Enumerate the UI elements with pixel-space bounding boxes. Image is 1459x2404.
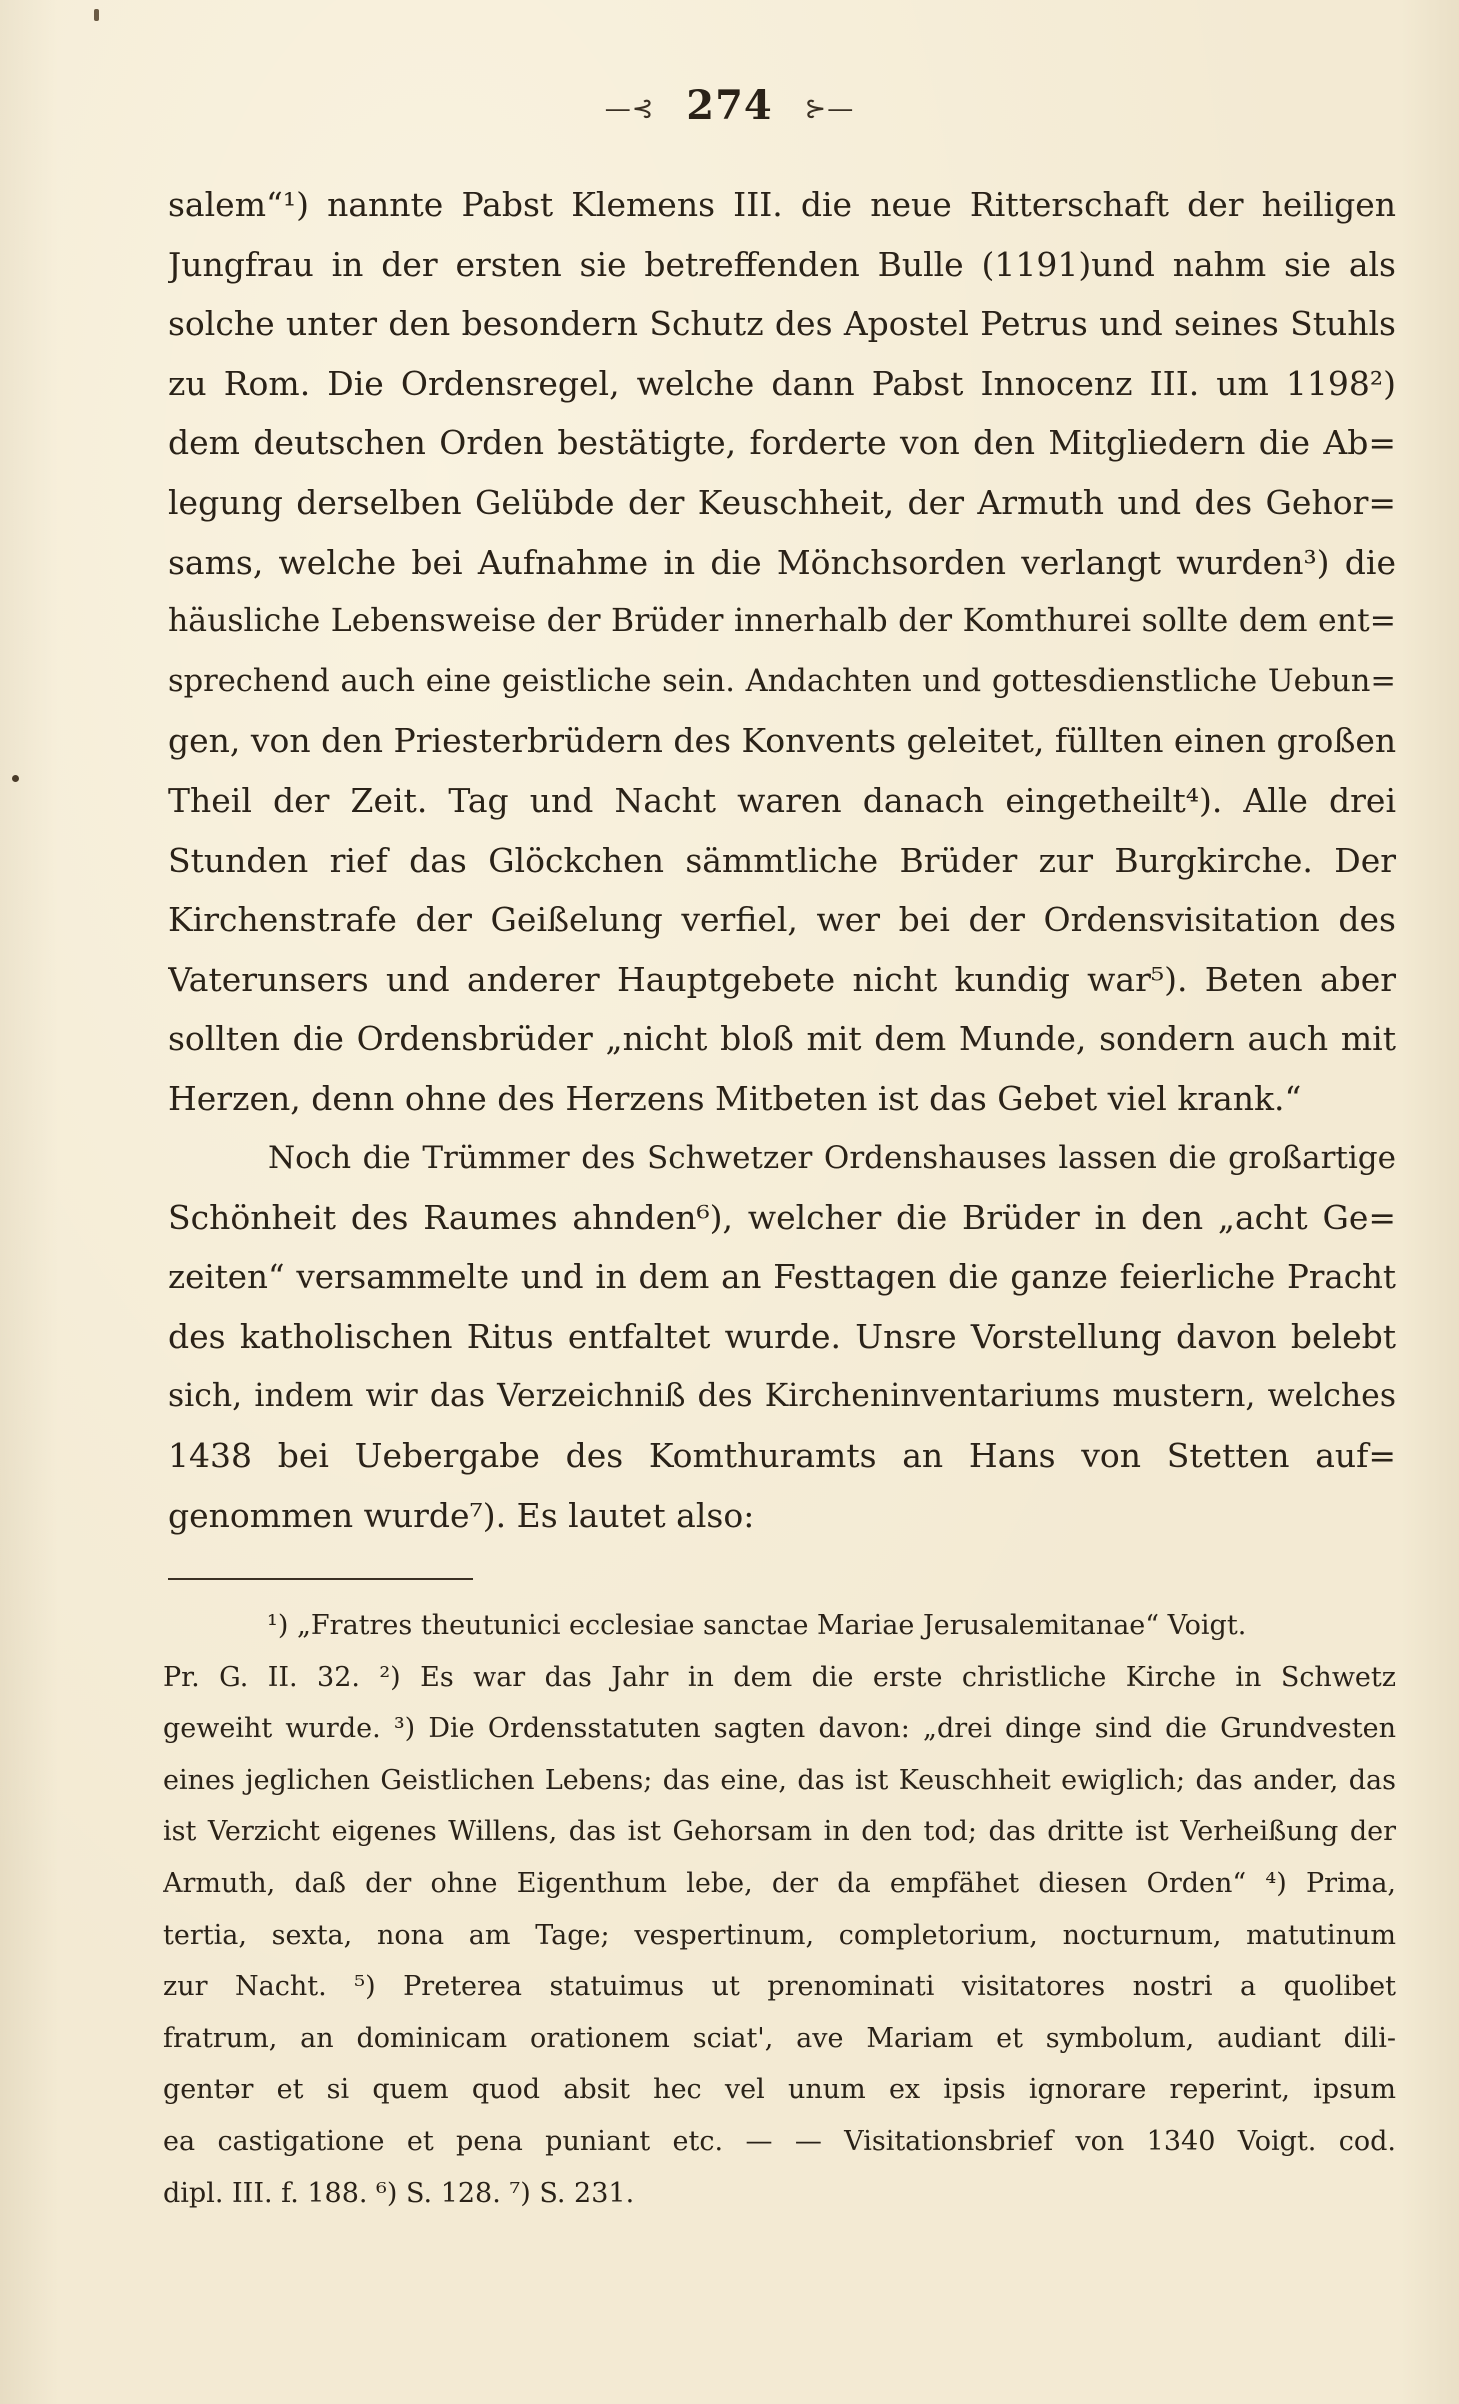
footnote-separator — [168, 1578, 473, 1580]
text-line: 1438 bei Uebergabe des Komthuramts an Hans von Stetten auf= — [168, 1436, 1396, 1476]
footnotes — [163, 1600, 1396, 2219]
text-line: gen, von den Priesterbrüdern des Konvents geleitet, füllten einen großen — [168, 721, 1396, 761]
page-header — [0, 82, 1459, 129]
paragraph-start-line: Noch die Trümmer des Schwetzer Ordenshauses lassen die großartige — [268, 1139, 1396, 1176]
text-line: häusliche Lebensweise der Brüder innerhalb der Komthurei sollte dem ent= — [168, 603, 1396, 640]
right-ornament: ⊱— — [804, 94, 855, 124]
text-line: sollten die Ordensbrüder „nicht bloß mit dem Munde, sondern auch mit — [168, 1019, 1396, 1059]
ink-speck — [12, 775, 19, 782]
text-line: legung derselben Gelübde der Keuschheit, der Armuth und des Gehor= — [168, 482, 1396, 522]
footnote-line: fratrum, an dominicam orationem sciat', ave Mariam et symbolum, audiant dili- — [163, 2022, 1396, 2054]
text-line: zu Rom. Die Ordensregel, welche dann Pabst Innocenz III. um 1198²) — [168, 363, 1396, 403]
text-line: dem deutschen Orden bestätigte, forderte von den Mitgliedern die Ab= — [168, 423, 1396, 463]
text-line: Theil der Zeit. Tag und Nacht waren danach eingetheilt⁴). Alle drei — [168, 780, 1396, 820]
text-line: sich, indem wir das Verzeichniß des Kircheninventariums mustern, welches — [168, 1377, 1396, 1414]
ink-speck — [94, 9, 99, 21]
footnote-line: ea castigatione et pena puniant etc. — — Visitationsbrief von 1340 Voigt. cod. — [163, 2125, 1396, 2157]
text-line: Stunden rief das Glöckchen sämmtliche Brüder zur Burgkirche. Der — [168, 840, 1396, 880]
footnote-line: tertia, sexta, nona am Tage; vespertinum, completorium, nocturnum, matutinum — [163, 1919, 1396, 1951]
text-line: des katholischen Ritus entfaltet wurde. Unsre Vorstellung davon belebt — [168, 1317, 1396, 1357]
left-ornament: —⊰ — [604, 94, 655, 124]
footnote-line: Pr. G. II. 32. ²) Es war das Jahr in dem die erste christliche Kirche in Schwetz — [163, 1661, 1396, 1693]
main-text — [168, 175, 1396, 1546]
text-line: sams, welche bei Aufnahme in die Mönchsorden verlangt wurden³) die — [168, 542, 1396, 582]
text-line: genommen wurde⁷). Es lautet also: — [168, 1496, 755, 1536]
footnote-line: dipl. III. f. 188. ⁶) S. 128. ⁷) S. 231. — [163, 2177, 635, 2209]
footnote-line: eines jeglichen Geistlichen Lebens; das eine, das ist Keuschheit ewiglich; das ander, das — [163, 1764, 1396, 1796]
text-line: Kirchenstrafe der Geißelung verfiel, wer bei der Ordensvisitation des — [168, 900, 1396, 940]
text-line: Schönheit des Raumes ahnden⁶), welcher die Brüder in den „acht Ge= — [168, 1198, 1396, 1238]
footnote-line: gentər et si quem quod absit hec vel unum ex ipsis ignorare reperint, ipsum — [163, 2074, 1396, 2106]
footnote-line: ist Verzicht eigenes Willens, das ist Gehorsam in den tod; das dritte ist Verheißung der — [163, 1816, 1396, 1848]
footnote-line: Armuth, daß der ohne Eigenthum lebe, der da empfähet diesen Orden“ ⁴) Prima, — [163, 1867, 1396, 1899]
page-number: 274 — [686, 82, 773, 129]
footnote-line: geweiht wurde. ³) Die Ordensstatuten sagten davon: „drei dinge sind die Grundvesten — [163, 1713, 1396, 1745]
footnote-line: ¹) „Fratres theutunici ecclesiae sanctae Mariae Jerusalemitanae“ Voigt. — [267, 1610, 1247, 1641]
text-line: solche unter den besondern Schutz des Apostel Petrus und seines Stuhls — [168, 304, 1396, 344]
text-line: Vaterunsers und anderer Hauptgebete nicht kundig war⁵). Beten aber — [168, 959, 1396, 999]
text-line: Jungfrau in der ersten sie betreffenden Bulle (1191)und nahm sie als — [168, 244, 1396, 284]
text-line: sprechend auch eine geistliche sein. Andachten und gottesdienstliche Uebun= — [168, 663, 1396, 699]
text-line: Herzen, denn ohne des Herzens Mitbeten ist das Gebet viel krank.“ — [168, 1078, 1302, 1118]
text-line: salem“¹) nannte Pabst Klemens III. die neue Ritterschaft der heiligen — [168, 185, 1396, 224]
text-line: zeiten“ versammelte und in dem an Festtagen die ganze feierliche Pracht — [168, 1257, 1396, 1296]
footnote-line: zur Nacht. ⁵) Preterea statuimus ut prenominati visitatores nostri a quolibet — [163, 1971, 1396, 2003]
